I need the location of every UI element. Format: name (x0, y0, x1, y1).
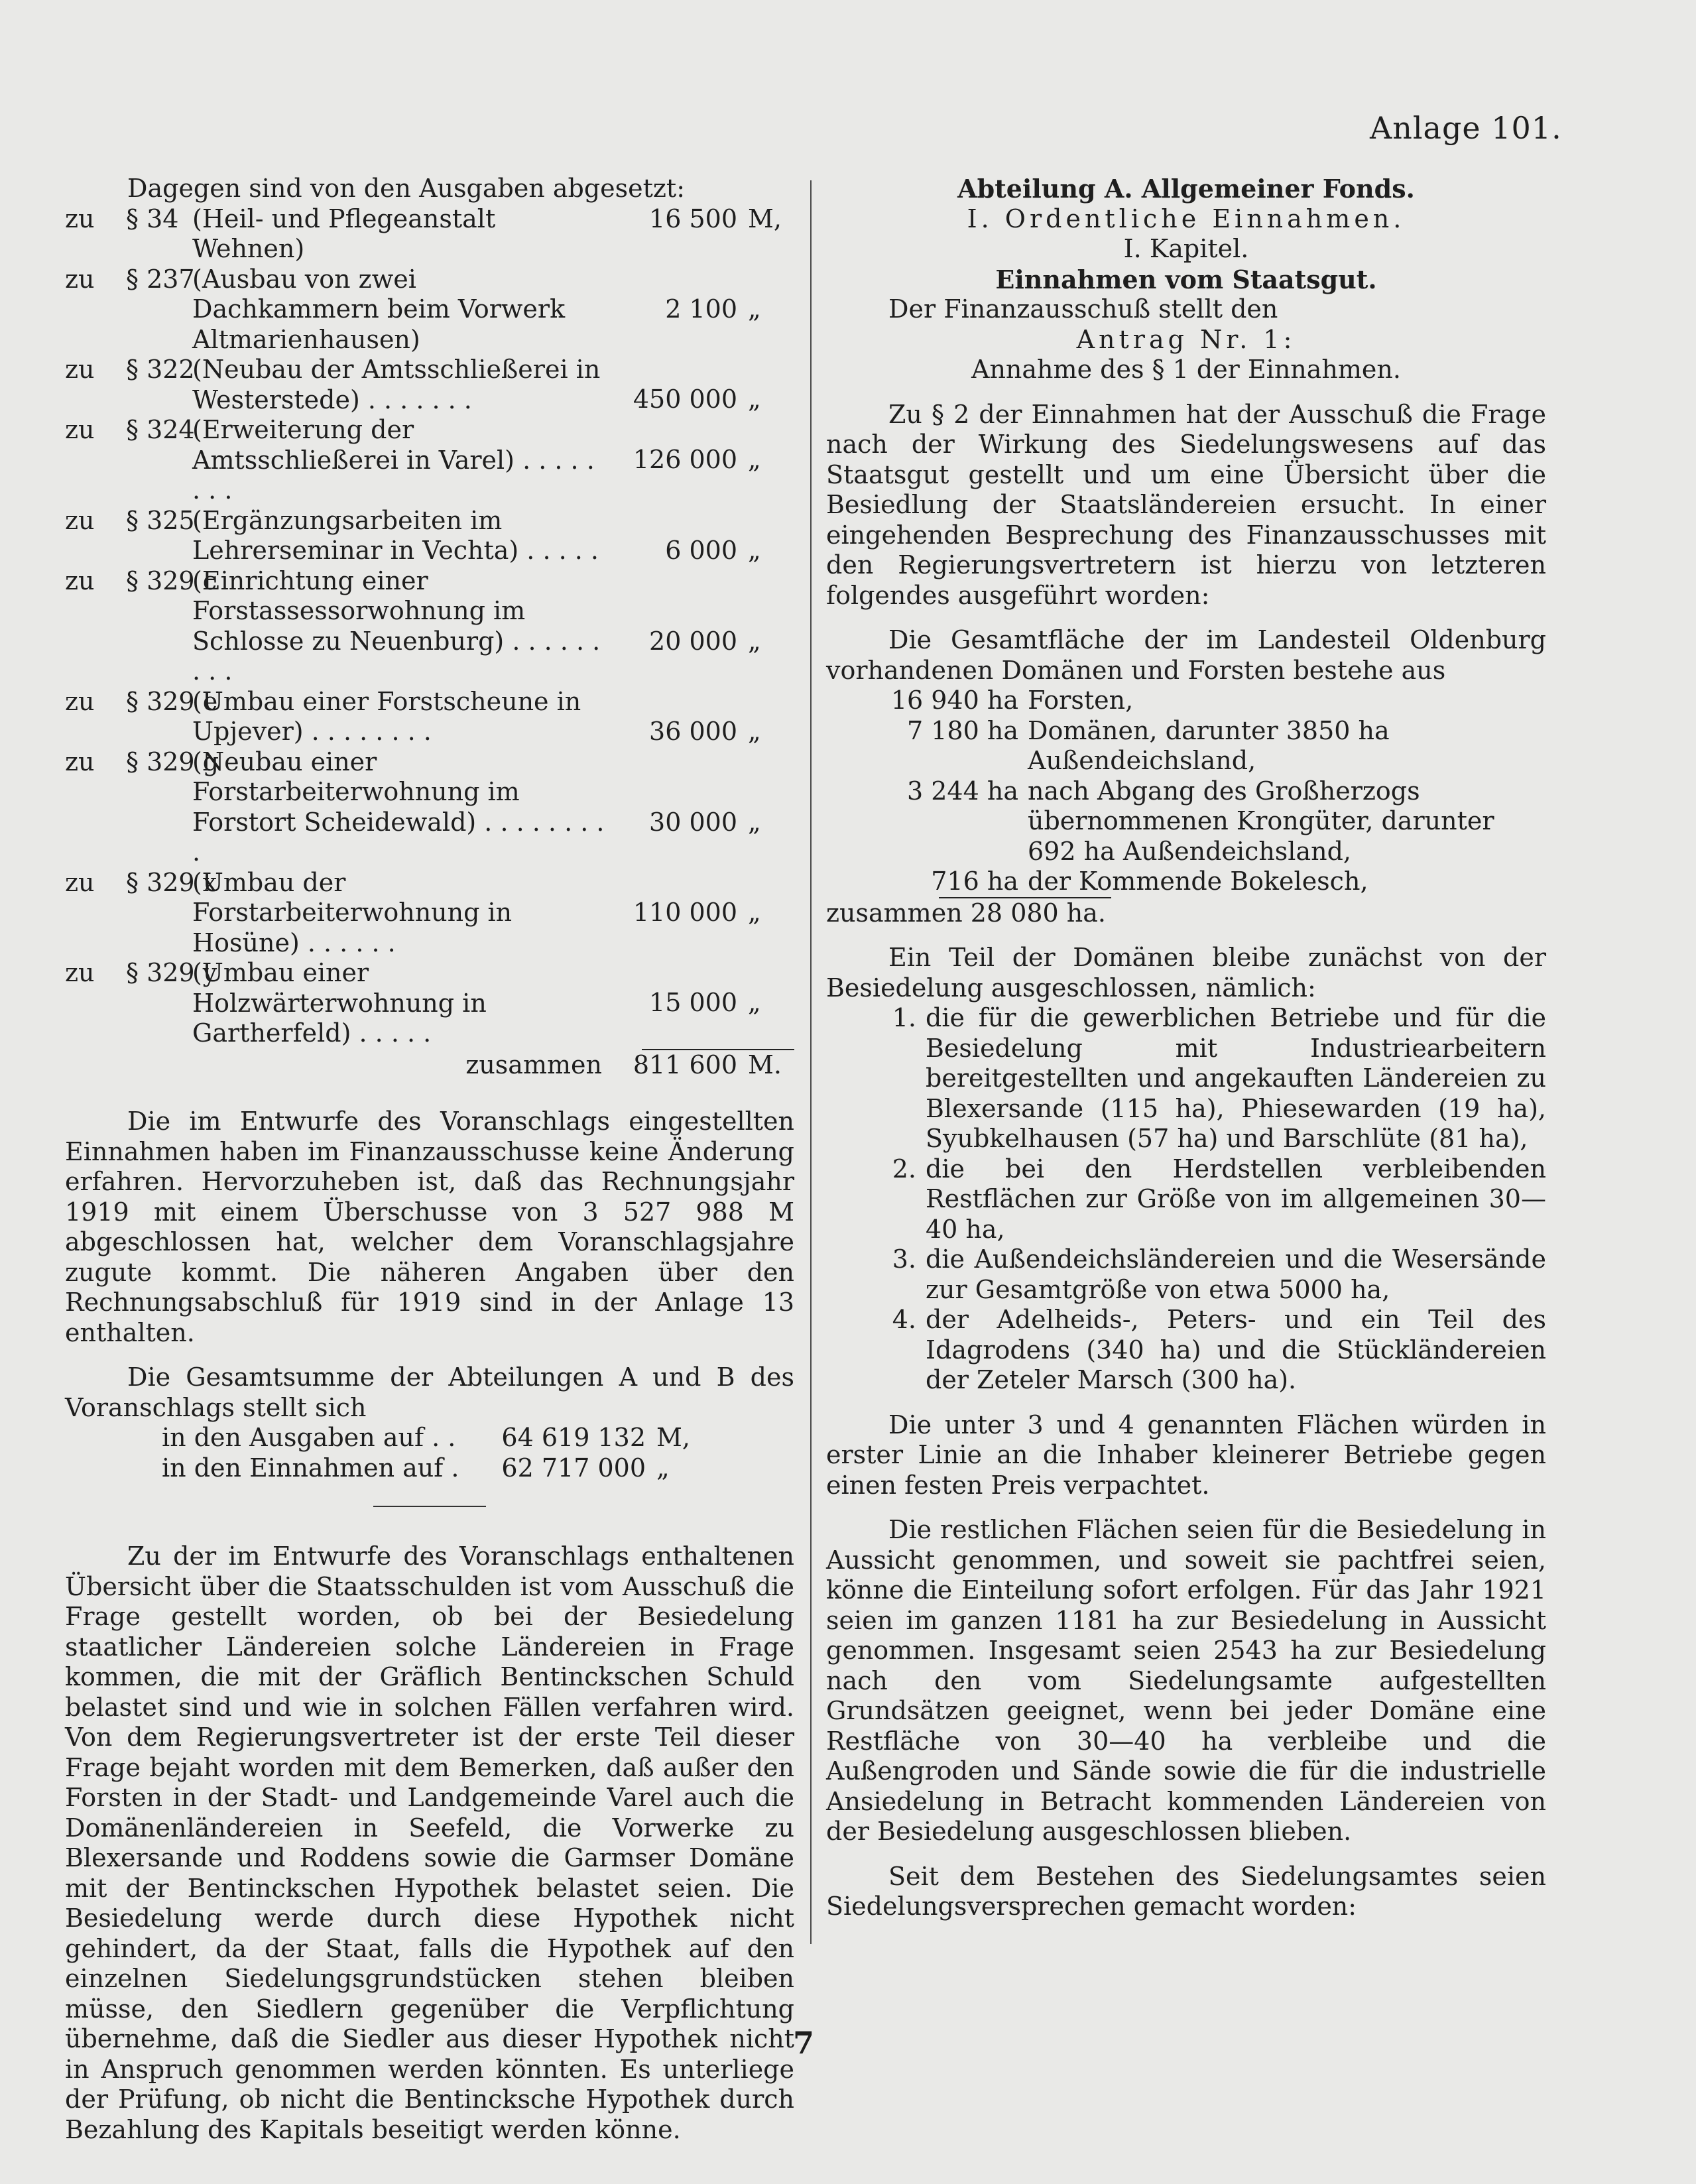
area-amount: 16 940 ha (890, 686, 1018, 715)
list-number: 2. (892, 1154, 916, 1183)
right-column (826, 174, 1546, 1922)
expense-row (65, 868, 794, 959)
expense-unit: „ (748, 445, 761, 474)
expense-prefix: zu (65, 415, 95, 444)
area-row (826, 716, 1546, 776)
sum-unit: M, (656, 1423, 690, 1452)
expense-prefix: zu (65, 264, 95, 294)
list-text: die Außendeichsländereien und die Wesersände zur Gesamtgröße von etwa 5000 ha, (926, 1244, 1546, 1304)
expense-amount: 36 000 (649, 716, 737, 746)
sum-unit: „ (656, 1453, 670, 1483)
expense-prefix: zu (65, 867, 95, 897)
left-column (65, 174, 794, 2145)
paragraph-state-debts: Zu der im Entwurfe des Voranschlags enthaltenen Übersicht über die Staatsschulden ist vom Ausschuß die Frage gestellt worden, ob bei der Besiedelung staatlicher Ländereien solche Ländereien in Frage kommen, die mit der Gräflich Bentinckschen Schuld belastet sind und wie in solchen Fällen verfahren wird. Von dem Regierungsvertreter ist der erste Teil dieser Frage bejaht worden mit dem Bemerken, daß außer den Forsten in der Stadt- und Landgemeinde Varel auch die Domänenländereien in Seefeld, die Vorwerke zu Blexersande und Roddens sowie die Garmser Domäne mit der Bentinckschen Hypothek belastet seien. Die Besiedelung werde durch diese Hypothek nicht gehindert, da der Staat, falls die Hypothek auf den einzelnen Siedelungsgrundstücken stehen bleiben müsse, den Siedlern gegenüber die Verpflichtung übernehme, daß die Siedler aus dieser Hypothek nicht in Anspruch genommen werden könnten. Es unterliege der Prüfung, ob nicht die Bentincksche Hypothek durch Bezahlung des Kapitals beseitigt werden könne. (65, 1542, 794, 2144)
expense-unit: „ (748, 897, 761, 927)
sum-amount: 62 717 000 (501, 1453, 646, 1483)
expense-paragraph: § 329 g (126, 747, 219, 776)
expense-paragraph: § 329 e (126, 686, 218, 716)
paragraph-settlement: Zu § 2 der Einnahmen hat der Ausschuß die Frage nach der Wirkung des Siedelungswesens auf das Staatsgut gestellt und um eine Übersicht über die Besiedlung der Staatsländereien ersucht. In einer eingehenden Besprechung des Finanzausschusses mit den Regierungsvertretern ist hierzu von letzteren folgendes ausgeführt worden: (826, 399, 1546, 610)
list-text: die bei den Herdstellen verbleibenden Restflächen zur Größe von im allgemeinen 30—40 ha, (926, 1154, 1546, 1244)
expense-prefix: zu (65, 566, 95, 595)
expense-description: (Einrichtung einer Forstassessorwohnung im Schlosse zu Neuenburg) . . . . . . . . . (192, 566, 601, 686)
list-item (826, 1244, 1546, 1305)
area-description: Forsten, (1028, 686, 1134, 715)
expense-unit: M, (748, 204, 782, 233)
expense-row (65, 355, 794, 415)
expense-description: (Neubau der Amtsschließerei in Westerstede) . . . . . . . (192, 355, 601, 414)
expense-description: (Umbau einer Forstscheune in Upjever) . . . . . . . . (192, 686, 581, 746)
list-number: 1. (892, 1003, 916, 1032)
area-row (826, 686, 1546, 716)
area-description: nach Abgang des Großherzogs übernommenen Krongüter, darunter 692 ha Außendeichsland, (1028, 776, 1494, 866)
list-text: der Adelheids-, Peters- und ein Teil des Idagrodens (340 ha) und die Stückländereien der Zeteler Marsch (300 ha). (926, 1305, 1546, 1394)
area-description: der Kommende Bokelesch, (1028, 867, 1368, 896)
subsection-title: I. Ordentliche Einnahmen. (967, 204, 1406, 233)
area-row (826, 867, 1546, 897)
list-item (826, 1305, 1546, 1396)
expense-amount: 110 000 (633, 897, 737, 927)
expense-paragraph: § 329 y (126, 958, 217, 987)
expense-row (65, 958, 794, 1049)
expense-amount: 30 000 (649, 807, 737, 837)
expense-prefix: zu (65, 958, 95, 987)
expense-description: (Ausbau von zwei Dachkammern beim Vorwerk Altmarienhausen) (192, 264, 566, 354)
areas-total: zusammen 28 080 ha. (826, 898, 1107, 928)
expense-prefix: zu (65, 505, 95, 535)
chapter-title: Einnahmen vom Staatsgut. (995, 264, 1377, 294)
list-item (826, 1003, 1546, 1154)
area-row (826, 776, 1546, 867)
expense-row (65, 265, 794, 355)
expense-paragraph: § 322 (126, 355, 195, 384)
chapter-label: I. Kapitel. (1123, 234, 1249, 263)
expense-paragraph: § 324 (126, 415, 195, 444)
paragraph-promises: Seit dem Bestehen des Siedelungsamtes seien Siedelungsversprechen gemacht worden: (826, 1861, 1546, 1921)
expense-amount: 16 500 (649, 204, 737, 233)
expense-paragraph: § 237 (126, 264, 195, 294)
expense-row (65, 687, 794, 747)
sum-row (65, 1453, 794, 1484)
expense-unit: „ (748, 626, 761, 656)
expense-paragraph: § 34 (126, 204, 179, 233)
annex-label: Anlage 101. (1370, 110, 1562, 146)
expenses-total-row (65, 1050, 794, 1081)
paragraph-remaining-areas: Die restlichen Flächen seien für die Besiedelung in Aussicht genommen, und soweit sie pachtfrei seien, könne die Einteilung sofort erfolgen. Für das Jahr 1921 seien im ganzen 1181 ha zur Besiedelung in Aussicht genommen. Insgesamt seien 2543 ha zur Besiedelung nach den vom Siedelungsamte aufgestellten Grundsätzen geeignet, wenn bei jeder Domäne eine Restfläche von 30—40 ha verbleibe und die Außengroden und Sände sowie die für die industrielle Ansiedelung in Betracht kommenden Ländereien von der Besiedelung ausgeschlossen blieben. (826, 1515, 1546, 1846)
expense-prefix: zu (65, 747, 95, 776)
expense-description: (Erweiterung der Amtsschließerei in Varel) . . . . . . . . (192, 415, 595, 505)
motion-intro: Der Finanzausschuß stellt den (888, 294, 1278, 324)
excluded-list (826, 1003, 1546, 1396)
expense-row (65, 204, 794, 265)
area-amount: 3 244 ha (907, 776, 1018, 806)
expense-amount: 2 100 (665, 294, 737, 324)
expense-unit: „ (748, 535, 761, 565)
expense-paragraph: § 329 x (126, 867, 217, 897)
expense-description: (Ergänzungsarbeiten im Lehrerseminar in Vechta) . . . . . (192, 505, 599, 565)
total-unit: M. (748, 1050, 782, 1079)
list-text: die für die gewerblichen Betriebe und für die Besiedelung mit Industriearbeitern bereitgestellten und angekauften Ländereien zu Blexersande (115 ha), Phiesewarden (19 ha), Syubkelhausen (57 ha) und Barschlüte (81 ha), (926, 1003, 1546, 1153)
expense-prefix: zu (65, 686, 95, 716)
expense-unit: „ (748, 294, 761, 324)
total-label: zusammen (465, 1050, 602, 1079)
total-amount: 811 600 (633, 1050, 737, 1079)
expenses-intro: Dagegen sind von den Ausgaben abgesetzt: (127, 174, 686, 203)
expense-prefix: zu (65, 204, 95, 233)
motion-label: Antrag Nr. 1: (1076, 324, 1296, 354)
expense-row (65, 415, 794, 506)
expense-amount: 450 000 (633, 385, 737, 414)
paragraph-totals-intro: Die Gesamtsumme der Abteilungen A und B des Voranschlags stellt sich (65, 1363, 794, 1422)
section-title: Abteilung A. Allgemeiner Fonds. (957, 174, 1415, 204)
list-number: 3. (892, 1244, 916, 1274)
expense-description: (Heil- und Pflegeanstalt Wehnen) (192, 204, 496, 263)
area-amount: 716 ha (931, 867, 1018, 896)
paragraph-revenues: Die im Entwurfe des Voranschlags eingestellten Einnahmen haben im Finanzausschusse keine Änderung erfahren. Hervorzuheben ist, daß das Rechnungsjahr 1919 mit einem Überschusse von 3 527 988 M abgeschlossen hat, welcher dem Voranschlagsjahre zugute kommt. Die näheren Angaben über den Rechnungsabschluß für 1919 sind in der Anlage 13 enthalten. (65, 1107, 794, 1347)
expense-paragraph: § 325 (126, 505, 195, 535)
sum-label: in den Ausgaben auf . . (162, 1423, 456, 1452)
column-divider (810, 180, 812, 1944)
expense-description: (Umbau der Forstarbeiterwohnung in Hosüne) . . . . . . (192, 867, 513, 957)
expense-unit: „ (748, 385, 761, 414)
sum-amount: 64 619 132 (501, 1423, 646, 1452)
area-amount: 7 180 ha (907, 715, 1018, 745)
expense-amount: 15 000 (649, 988, 737, 1017)
section-separator (373, 1506, 486, 1507)
expense-unit: „ (748, 988, 761, 1017)
expense-description: (Neubau einer Forstarbeiterwohnung im Forstort Scheidewald) . . . . . . . . . (192, 747, 605, 867)
expense-unit: „ (748, 807, 761, 837)
areas-table (826, 686, 1546, 928)
expense-prefix: zu (65, 355, 95, 384)
area-description: Domänen, darunter 3850 ha Außendeichsland, (1028, 715, 1390, 775)
expense-amount: 20 000 (649, 626, 737, 656)
sum-label: in den Einnahmen auf . (162, 1453, 459, 1483)
expense-description: (Umbau einer Holzwärterwohnung in Gartherfeld) . . . . . (192, 958, 487, 1048)
sum-row (65, 1423, 794, 1453)
expense-paragraph: § 329 c (126, 566, 217, 595)
expense-row (65, 506, 794, 566)
paragraph-total-area: Die Gesamtfläche der im Landesteil Oldenburg vorhandenen Domänen und Forsten bestehe aus (826, 625, 1546, 685)
expenses-table (65, 204, 794, 1081)
list-item (826, 1154, 1546, 1245)
expense-amount: 6 000 (665, 535, 737, 565)
list-number: 4. (892, 1305, 916, 1334)
paragraph-excluded: Ein Teil der Domänen bleibe zunächst von der Besiedelung ausgeschlossen, nämlich: (826, 943, 1546, 1002)
paragraph-lease: Die unter 3 und 4 genannten Flächen würden in erster Linie an die Inhaber kleinerer Betriebe gegen einen festen Preis verpachtet. (826, 1410, 1546, 1500)
page-number: 7 (793, 2025, 815, 2061)
expense-amount: 126 000 (633, 445, 737, 474)
expense-unit: „ (748, 716, 761, 746)
expense-row (65, 747, 794, 868)
expense-row (65, 566, 794, 687)
motion-text: Annahme des § 1 der Einnahmen. (971, 355, 1401, 384)
